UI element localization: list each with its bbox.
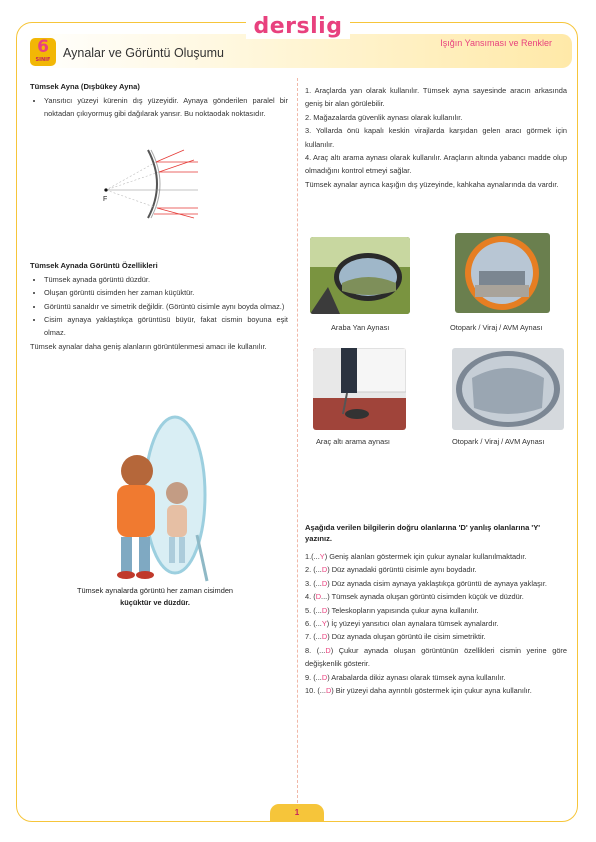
exercise-item: 10. (...D) Bir yüzeyi daha ayrıntılı göstermek için çukur ayna kullanılır.: [305, 686, 532, 696]
usage-paragraph: Tümsek aynalar daha geniş alanların görüntülenmesi amacı ile kullanılır.: [30, 341, 267, 351]
topic-title: Işığın Yansıması ve Renkler: [440, 38, 552, 48]
exercise-item: 8. (...D) Çukur aynada oluşan görüntünün özellikleri cismin yerine göre değişkenlik gösterir.: [305, 645, 567, 669]
exercise-title: Aşağıda verilen bilgilerin doğru olanlarına 'D' yanlış olanlarına 'Y' yazınız.: [305, 523, 541, 543]
photo-caption: Araba Yan Aynası: [331, 323, 390, 332]
grade-number: 6: [37, 37, 49, 57]
focal-point: [104, 188, 107, 191]
exercise-item: 5. (...D) Teleskopların yapısında çukur ayna kullanılır.: [305, 605, 479, 615]
answer-blank[interactable]: Y: [321, 619, 327, 629]
use-item: 3. Yollarda önü kapalı keskin virajlarda karşıdan gelen aracı görmek için kullanılır.: [305, 126, 567, 149]
convex-mirror-definition: [30, 94, 288, 121]
child-mirror-illustration: [95, 415, 215, 585]
focal-label: F: [103, 196, 108, 203]
exercise-item: 9. (...D) Arabalarda dikiz aynası olarak tümsek ayna kullanılır.: [305, 672, 506, 682]
page-title: Aynalar ve Görüntü Oluşumu: [63, 46, 224, 60]
exercise-item: 4. (D...) Tümsek aynada oluşan görüntü cisimden küçük ve düzdür.: [305, 592, 524, 602]
use-item: 1. Araçlarda yan olarak kullanılır. Tümsek ayna sayesinde aracın arkasında geniş bir alan görülebilir.: [305, 86, 567, 109]
exercise-item: 2. (...D) Düz aynadaki görüntü cisimle aynı boydadır.: [305, 565, 477, 575]
car-side-mirror-photo: [310, 237, 410, 314]
exercise-items: [305, 550, 567, 697]
answer-blank[interactable]: D: [315, 592, 322, 602]
answer-blank[interactable]: D: [321, 632, 328, 642]
convex-mirror-ray-diagram: [100, 148, 200, 220]
image-properties-list: [30, 273, 288, 340]
grade-badge: [30, 38, 56, 66]
convex-mirror-heading: Tümsek Ayna (Dışbükey Ayna): [30, 82, 140, 91]
extra-uses: Tümsek aynalar ayrıca kaşığın dış yüzeyinde, kahkaha aynalarında da vardır.: [305, 179, 559, 189]
use-item: 4. Araç altı arama aynası olarak kullanılır. Araçların altında yabancı madde olup olmadığını kontrol etmeyi sağlar.: [305, 153, 567, 176]
answer-blank[interactable]: D: [325, 645, 331, 655]
photo-caption: Otopark / Viraj / AVM Aynası: [452, 437, 545, 446]
incident-rays: [154, 162, 198, 214]
answer-blank[interactable]: D: [325, 686, 332, 696]
list-item: • Oluşan görüntü cisimden her zaman küçüktür.: [44, 286, 288, 299]
brand-logo: derslig: [0, 14, 596, 39]
answer-blank[interactable]: Y: [319, 552, 325, 561]
exercise-item: 3. (...D) Düz aynada cisim aynaya yaklaştıkça görüntü de aynaya yaklaşır.: [305, 578, 547, 588]
answer-blank[interactable]: D: [321, 605, 328, 615]
true-false-exercise: [305, 522, 567, 697]
list-item: • Tümsek aynada görüntü düzdür.: [44, 273, 288, 286]
definition-item: • Yansıtıcı yüzeyi kürenin dış yüzeyidir. Aynaya gönderilen paralel bir noktadan çıkıyormuş gibi dağılarak yansır. Bu noktaodak noktasıdır.: [44, 94, 288, 121]
photo-caption: Araç altı arama aynası: [316, 437, 390, 446]
convex-mirror-photo: [452, 348, 564, 430]
page-number: 1: [270, 804, 324, 822]
child-figure: [117, 455, 155, 579]
under-car-mirror-photo: [313, 348, 406, 430]
mirror-stand: [197, 535, 207, 581]
list-item: • Görüntü sanaldır ve simetrik değildir. (Görüntü cisimle aynı boyda olmaz.): [44, 300, 288, 313]
list-item: • Cisim aynaya yaklaştıkça görüntüsü büyür, fakat cismin boyuna eşit olmaz.: [44, 313, 288, 340]
answer-blank[interactable]: D: [321, 672, 328, 682]
grade-label: SINIF: [35, 57, 51, 63]
right-column: [305, 80, 567, 191]
exercise-item: 6. (...Y) İç yüzeyi yansıtıcı olan aynalara tümsek aynalardır.: [305, 619, 499, 629]
answer-blank[interactable]: D: [321, 578, 328, 588]
exercise-item: 1.(...Y) Geniş alanları göstermek için çukur aynalar kullanılmaktadır.: [305, 552, 527, 561]
image-properties-heading: Tümsek Aynada Görüntü Özellikleri: [30, 260, 158, 270]
virtual-ray-extensions: [106, 162, 159, 208]
illustration-caption: Tümsek aynalarda görüntü her zaman cisimden küçüktür ve düzdür.: [76, 586, 234, 607]
use-item: 2. Mağazalarda güvenlik aynası olarak kullanılır.: [305, 112, 463, 122]
answer-blank[interactable]: D: [321, 565, 328, 575]
photo-caption: Otopark / Viraj / AVM Aynası: [450, 323, 543, 332]
column-divider: [297, 78, 298, 803]
parking-mirror-photo: [455, 233, 550, 313]
exercise-item: 7. (...D) Düz aynada oluşan görüntü ile cisim simetriktir.: [305, 632, 486, 642]
